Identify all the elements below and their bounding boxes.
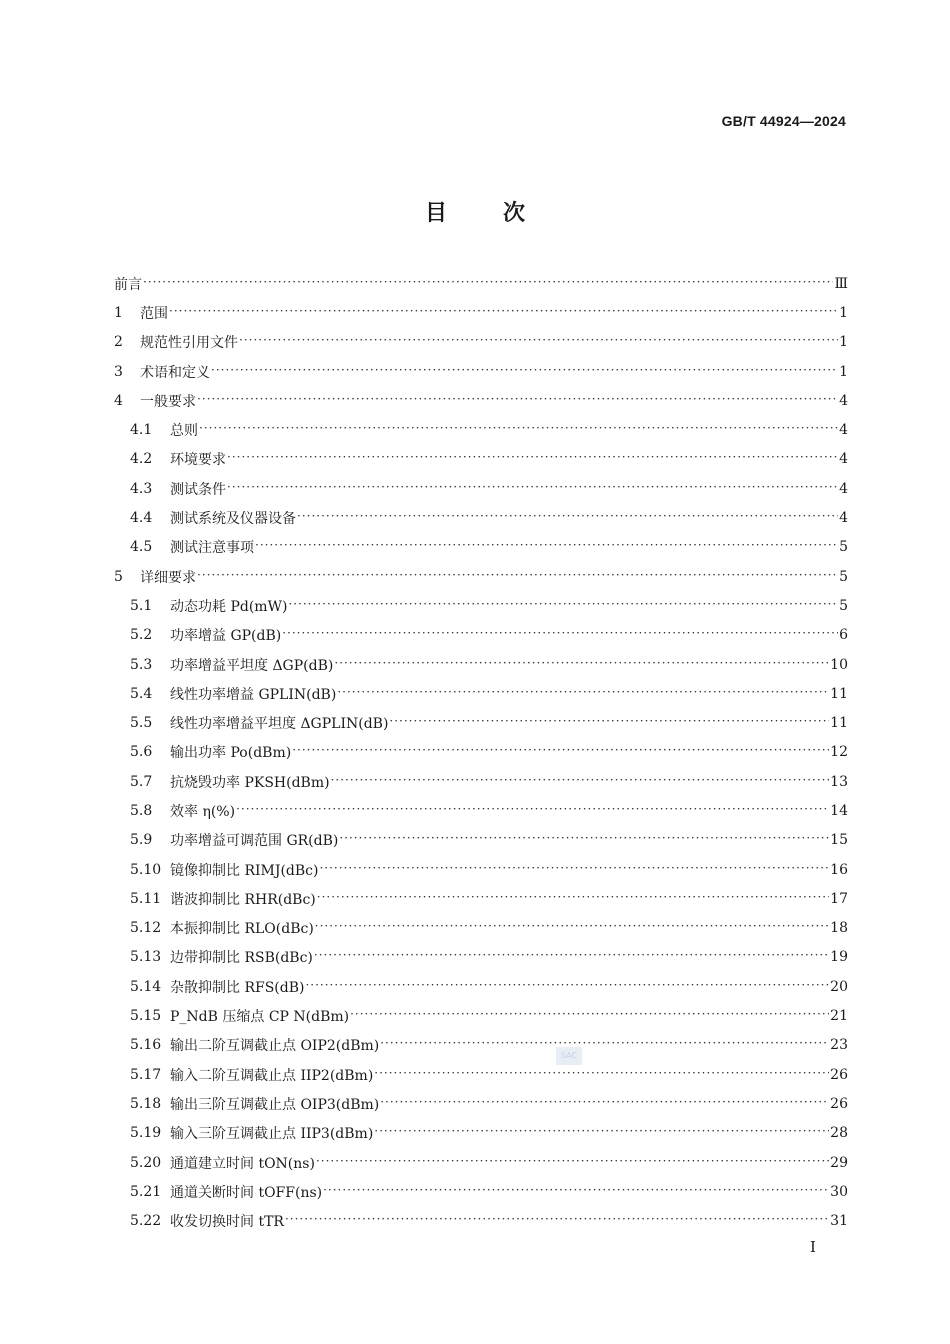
toc-entry-number: 5.16: [130, 1037, 162, 1054]
toc-entry-number: 5.19: [130, 1125, 162, 1142]
toc-entry-title: 一般要求: [140, 393, 196, 410]
toc-entry[interactable]: [114, 503, 848, 532]
toc-dot-leader: [288, 599, 838, 613]
toc-dot-leader: [236, 804, 829, 818]
toc-entry[interactable]: [114, 650, 848, 679]
toc-dot-leader: [199, 423, 838, 437]
toc-entry-number: 4.5: [130, 539, 153, 556]
toc-entry-number: 5.5: [130, 715, 153, 732]
toc-entry[interactable]: [114, 1148, 848, 1177]
toc-entry-number: 4.3: [130, 480, 153, 497]
toc-entry-number: 5.13: [130, 949, 162, 966]
toc-entry-title: 镜像抑制比 RIMJ(dBc): [170, 862, 319, 879]
toc-entry-page: 4: [839, 392, 848, 409]
toc-dot-leader: [292, 745, 829, 759]
toc-entry-title: 输出三阶互调截止点 OIP3(dBm): [170, 1096, 380, 1113]
toc-entry[interactable]: [114, 591, 848, 620]
toc-dot-leader: [350, 1009, 829, 1023]
toc-entry-page: 1: [839, 304, 848, 321]
toc-entry-page: 6: [839, 627, 848, 644]
toc-entry-page: 10: [830, 656, 848, 673]
toc-dot-leader: [380, 1038, 829, 1052]
toc-entry-title: 输入三阶互调截止点 IIP3(dBm): [170, 1126, 374, 1143]
table-of-contents: [114, 269, 848, 1236]
toc-entry[interactable]: [114, 621, 848, 650]
toc-entry-title: 范围: [140, 305, 168, 322]
toc-dot-leader: [315, 921, 829, 935]
toc-entry-number: 5.9: [130, 832, 153, 849]
toc-entry-page: 20: [830, 978, 848, 995]
toc-entry[interactable]: [114, 708, 848, 737]
toc-entry-number: 5.15: [130, 1008, 162, 1025]
toc-entry-number: 4.1: [130, 422, 153, 439]
toc-entry-number: 4: [114, 392, 123, 409]
toc-entry[interactable]: [114, 679, 848, 708]
standard-code: GB/T 44924—2024: [721, 113, 846, 129]
toc-entry-number: 5.18: [130, 1095, 162, 1112]
toc-entry-title: 杂散抑制比 RFS(dB): [170, 979, 305, 996]
toc-entry-title: 规范性引用文件: [140, 335, 238, 352]
toc-entry-page: 4: [839, 510, 848, 527]
toc-dot-leader: [197, 394, 838, 408]
toc-entry-title: 功率增益平坦度 ΔGP(dB): [170, 657, 334, 674]
toc-entry-page: 11: [830, 715, 848, 732]
watermark-logo: SAC: [556, 1047, 582, 1065]
toc-entry-title: 详细要求: [140, 569, 196, 586]
toc-entry-page: 16: [830, 861, 848, 878]
toc-entry-page: 19: [830, 949, 848, 966]
toc-dot-leader: [211, 365, 838, 379]
toc-entry-page: 30: [830, 1183, 848, 1200]
toc-dot-leader: [197, 570, 838, 584]
toc-entry-title: 测试系统及仪器设备: [170, 511, 296, 528]
toc-entry[interactable]: [114, 415, 848, 444]
toc-entry[interactable]: [114, 1060, 848, 1089]
toc-entry-page: 12: [830, 744, 848, 761]
toc-dot-leader: [314, 950, 829, 964]
toc-entry-page: 18: [830, 920, 848, 937]
toc-entry-page: 21: [830, 1008, 848, 1025]
toc-entry-page: 14: [830, 802, 848, 819]
toc-entry-number: 5: [114, 568, 123, 585]
toc-entry[interactable]: [114, 298, 848, 327]
toc-entry[interactable]: [114, 474, 848, 503]
toc-dot-leader: [285, 1214, 829, 1228]
toc-entry-title: 线性功率增益平坦度 ΔGPLIN(dB): [170, 716, 389, 733]
toc-entry-title: 动态功耗 Pd(mW): [170, 598, 288, 615]
toc-entry-page: 28: [830, 1125, 848, 1142]
toc-dot-leader: [380, 1097, 829, 1111]
toc-entry-title: 本振抑制比 RLO(dBc): [170, 921, 314, 938]
toc-entry-title: 线性功率增益 GPLIN(dB): [170, 686, 337, 703]
toc-dot-leader: [389, 716, 829, 730]
toc-entry[interactable]: [114, 1089, 848, 1118]
toc-entry-page: 31: [830, 1213, 848, 1230]
toc-entry-page: 15: [830, 832, 848, 849]
toc-entry-number: 4.2: [130, 451, 153, 468]
toc-entry-title: 通道关断时间 tOFF(ns): [170, 1184, 323, 1201]
toc-entry[interactable]: [114, 269, 848, 298]
title-char-1: 目: [424, 201, 447, 226]
toc-entry-page: Ⅲ: [834, 275, 848, 292]
toc-entry-page: 26: [830, 1095, 848, 1112]
toc-dot-leader: [239, 335, 838, 349]
toc-entry[interactable]: [114, 328, 848, 357]
toc-entry-page: 4: [839, 451, 848, 468]
toc-entry[interactable]: [114, 738, 848, 767]
toc-entry-title: 测试条件: [170, 481, 226, 498]
toc-entry[interactable]: [114, 826, 848, 855]
toc-entry-number: 5.3: [130, 656, 153, 673]
toc-entry-number: 3: [114, 363, 123, 380]
toc-entry[interactable]: [114, 562, 848, 591]
toc-entry[interactable]: [114, 914, 848, 943]
title-char-2: 次: [503, 201, 526, 226]
toc-entry[interactable]: [114, 1001, 848, 1030]
toc-dot-leader: [334, 658, 829, 672]
toc-entry-title: 效率 η(%): [170, 803, 236, 820]
toc-dot-leader: [316, 1156, 829, 1170]
toc-entry-number: 5.21: [130, 1183, 162, 1200]
toc-entry-page: 13: [830, 773, 848, 790]
toc-entry-title: 谐波抑制比 RHR(dBc): [170, 891, 316, 908]
toc-dot-leader: [297, 511, 838, 525]
toc-entry-title: 抗烧毁功率 PKSH(dBm): [170, 774, 330, 791]
toc-dot-leader: [374, 1068, 829, 1082]
toc-entry-page: 11: [830, 685, 848, 702]
toc-dot-leader: [169, 306, 838, 320]
toc-entry-title: 输入二阶互调截止点 IIP2(dBm): [170, 1067, 374, 1084]
toc-dot-leader: [317, 892, 829, 906]
toc-entry-page: 17: [830, 890, 848, 907]
toc-entry-title: 输出功率 Po(dBm): [170, 745, 292, 762]
toc-entry[interactable]: [114, 972, 848, 1001]
page-title: [0, 196, 950, 227]
toc-entry-page: 29: [830, 1154, 848, 1171]
toc-entry-page: 4: [839, 422, 848, 439]
toc-dot-leader: [143, 277, 833, 291]
toc-entry-page: 5: [839, 539, 848, 556]
toc-entry-title: 边带抑制比 RSB(dBc): [170, 950, 313, 967]
toc-dot-leader: [305, 980, 829, 994]
toc-entry[interactable]: [114, 767, 848, 796]
toc-entry[interactable]: [114, 1119, 848, 1148]
toc-dot-leader: [339, 833, 829, 847]
toc-dot-leader: [374, 1126, 829, 1140]
toc-entry[interactable]: [114, 943, 848, 972]
toc-dot-leader: [227, 482, 838, 496]
toc-entry-number: 5.17: [130, 1066, 162, 1083]
toc-entry-title: 通道建立时间 tON(ns): [170, 1155, 315, 1172]
toc-entry-title: 测试注意事项: [170, 540, 254, 557]
toc-entry[interactable]: [114, 1177, 848, 1206]
toc-entry[interactable]: [114, 386, 848, 415]
toc-entry-title: 环境要求: [170, 452, 226, 469]
toc-entry[interactable]: [114, 1207, 848, 1236]
page-number: I: [810, 1238, 816, 1256]
toc-entry-title: 收发切换时间 tTR: [170, 1214, 284, 1231]
toc-entry-number: 4.4: [130, 510, 153, 527]
toc-entry-page: 4: [839, 480, 848, 497]
toc-entry-number: 5.12: [130, 920, 162, 937]
toc-dot-leader: [337, 687, 829, 701]
toc-entry[interactable]: [114, 445, 848, 474]
toc-entry-number: 5.7: [130, 773, 153, 790]
toc-entry-number: 2: [114, 334, 123, 351]
toc-entry-title: 总则: [170, 423, 198, 440]
toc-dot-leader: [282, 628, 838, 642]
toc-entry-number: 5.4: [130, 685, 153, 702]
toc-entry-number: 5.6: [130, 744, 153, 761]
toc-entry[interactable]: [114, 1031, 848, 1060]
toc-entry[interactable]: [114, 533, 848, 562]
toc-dot-leader: [331, 775, 830, 789]
toc-entry-title: 功率增益 GP(dB): [170, 628, 282, 645]
toc-dot-leader: [319, 863, 829, 877]
toc-entry-page: 26: [830, 1066, 848, 1083]
toc-entry-number: 5.10: [130, 861, 162, 878]
toc-entry-page: 5: [839, 568, 848, 585]
toc-entry-number: 5.1: [130, 597, 153, 614]
toc-entry-page: 5: [839, 597, 848, 614]
toc-entry-number: 5.22: [130, 1213, 162, 1230]
toc-entry-page: 23: [830, 1037, 848, 1054]
toc-dot-leader: [227, 452, 838, 466]
toc-entry-number: 5.11: [130, 890, 162, 907]
toc-entry-page: 1: [839, 334, 848, 351]
toc-entry-title: 前言: [114, 276, 142, 293]
toc-entry-number: 5.2: [130, 627, 153, 644]
toc-entry-title: 术语和定义: [140, 364, 210, 381]
toc-entry-number: 5.8: [130, 802, 153, 819]
toc-entry-title: P_NdB 压缩点 CP N(dBm): [170, 1009, 350, 1026]
toc-entry-number: 5.20: [130, 1154, 162, 1171]
toc-dot-leader: [255, 540, 838, 554]
toc-entry[interactable]: [114, 796, 848, 825]
toc-entry-number: 1: [114, 304, 123, 321]
toc-entry[interactable]: [114, 884, 848, 913]
toc-entry[interactable]: [114, 357, 848, 386]
toc-entry-page: 1: [839, 363, 848, 380]
toc-entry-title: 输出二阶互调截止点 OIP2(dBm): [170, 1038, 380, 1055]
toc-entry-title: 功率增益可调范围 GR(dB): [170, 833, 339, 850]
toc-entry[interactable]: [114, 855, 848, 884]
toc-entry-number: 5.14: [130, 978, 162, 995]
toc-dot-leader: [323, 1185, 829, 1199]
